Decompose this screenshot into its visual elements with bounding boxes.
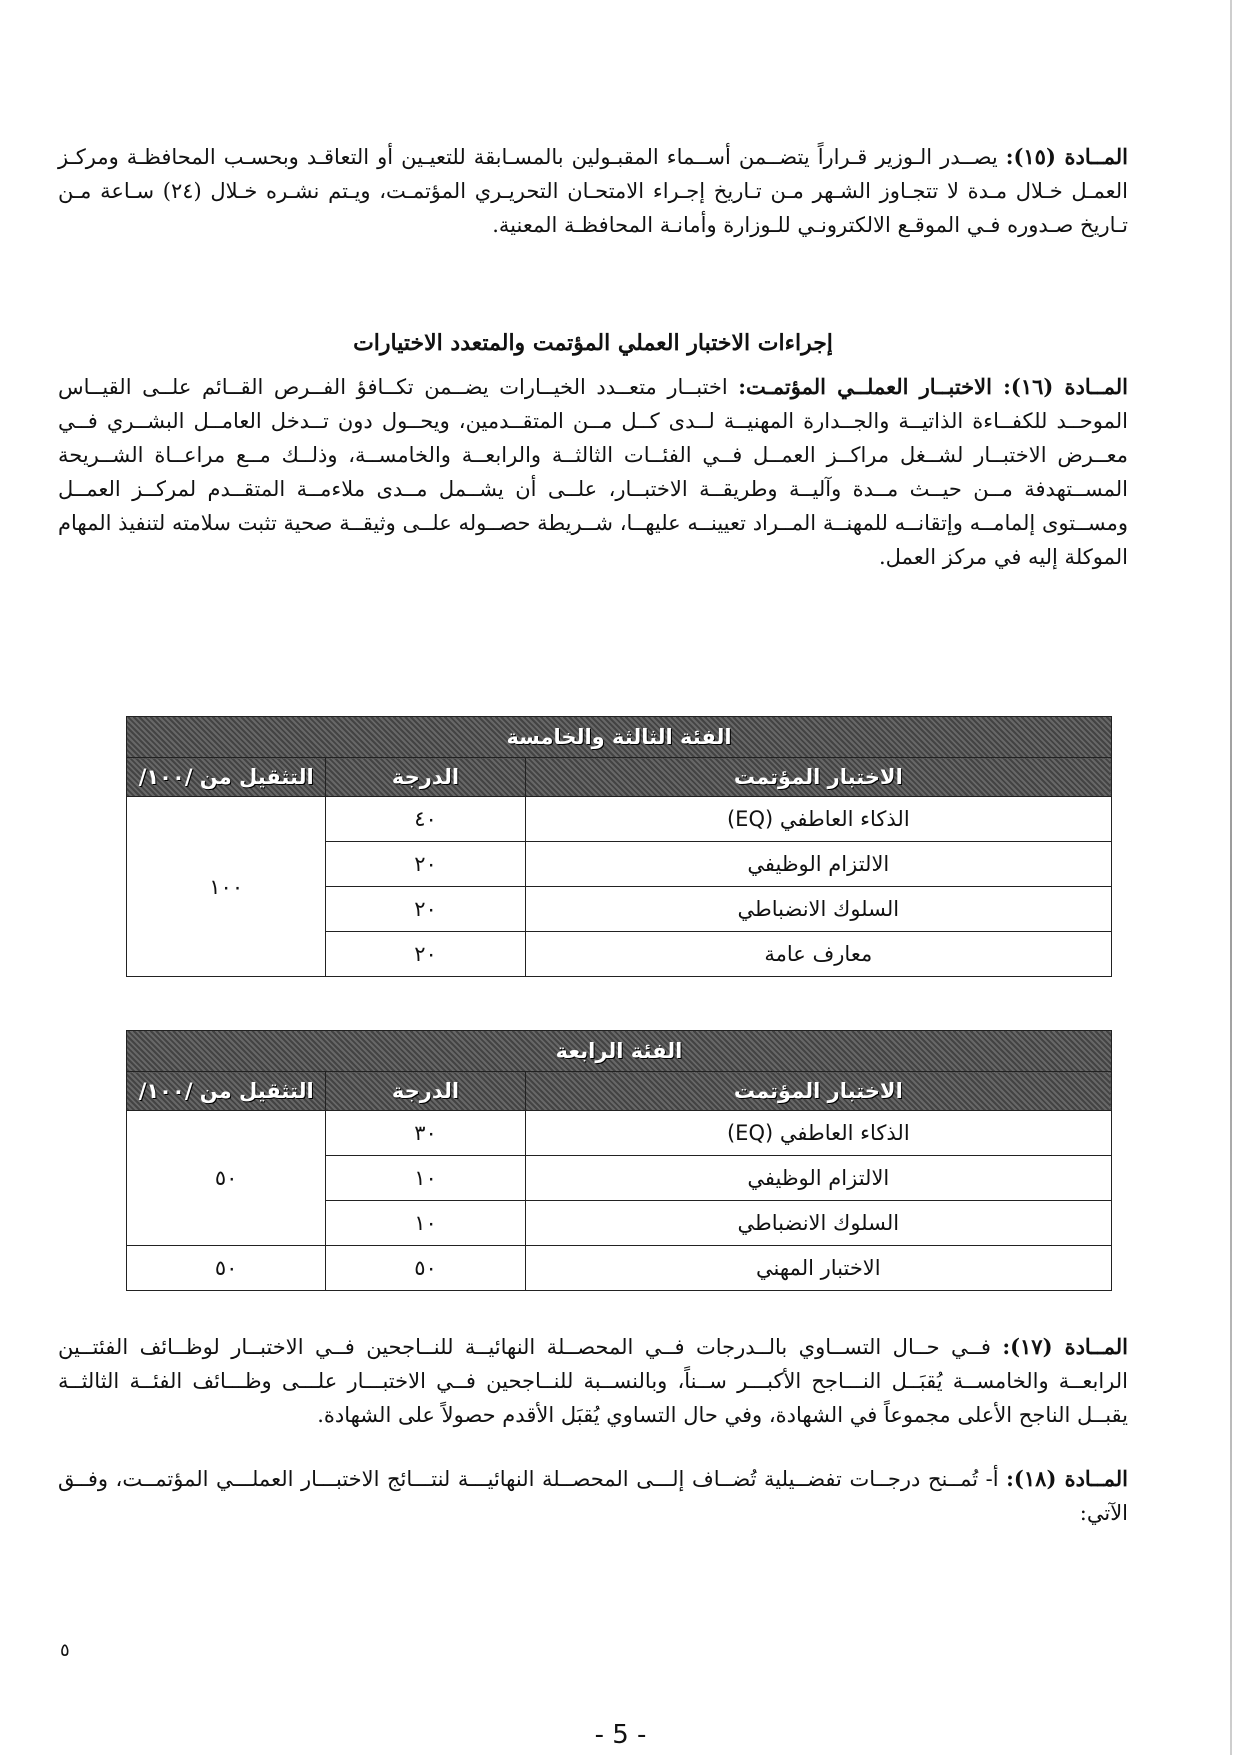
table-row xyxy=(127,797,1112,842)
table-1-grade: ٢٠ xyxy=(326,842,525,887)
table-2-header-test: الاختبار المؤتمت xyxy=(525,1072,1111,1111)
page-number-small: ٥ xyxy=(60,1640,70,1661)
article-15-heading: المــادة (١٥): xyxy=(1005,144,1128,169)
table-2-grade: ٥٠ xyxy=(326,1246,525,1291)
article-17-text: فــي حــال التســاوي بالــدرجات فــي المحصــلة النهائيــة للنــاجحين فــي الاختبــار لوظــائف الفئتــين الرابعــة والخامســة يُقبَــل النـــاجح الأكبـــر ســناً، وبالنســبة للنــاجحين فــي الاختبـــار علـــى وظـــائف الفئــة الثالثــة يقبــل الناجح الأعلى مجموعاً في الشهادة، وفي حال التساوي يُقبَل الأقدم حصولاً على الشهادة. xyxy=(58,1335,1128,1427)
table-1-grade: ٢٠ xyxy=(326,932,525,977)
article-15-text: يصــدر الـوزير قـراراً يتضــمن أســماء المقبـولين بالمسـابقة للتعيـين أو التعاقـد وبحسـب المحافظـة ومركـز العمـل خـلال مـدة لا تتجـاوز الشـهر مـن تـاريخ إجـراء الامتحـان التحريـري المؤتمـت، ويـتم نشـره خـلال (٢٤) سـاعة مـن تـاريخ صـدوره فـي الموقـع الالكترونـي للـوزارة وأمانـة المحافظـة المعنية. xyxy=(58,145,1128,237)
table-2-total: ٥٠ xyxy=(127,1246,326,1291)
article-16 xyxy=(58,338,1128,574)
table-1-header-grade: الدرجة xyxy=(326,758,525,797)
article-17-heading: المــادة (١٧): xyxy=(1002,1334,1128,1359)
table-2-grade: ١٠ xyxy=(326,1201,525,1246)
table-2-test: الذكاء العاطفي (EQ) xyxy=(525,1111,1111,1156)
article-17 xyxy=(58,1330,1128,1432)
article-18-heading: المــادة (١٨): xyxy=(1006,1466,1128,1491)
table-2-test: الاختبار المهني xyxy=(525,1246,1111,1291)
table-1-header-test: الاختبار المؤتمت xyxy=(525,758,1111,797)
grade-table-third-fifth xyxy=(126,716,1112,977)
page-edge-line xyxy=(1230,0,1232,1755)
table-row xyxy=(127,1246,1112,1291)
table-2-header-grade: الدرجة xyxy=(326,1072,525,1111)
table-row xyxy=(127,1111,1112,1156)
section-title: إجراءات الاختبار العملي المؤتمت والمتعدد الاختيارات xyxy=(353,330,833,356)
table-2-band: الفئة الرابعة xyxy=(127,1031,1112,1072)
table-2-header-total: التثقيل من /١٠٠/ xyxy=(127,1072,326,1111)
table-1-test: معارف عامة xyxy=(525,932,1111,977)
table-1-test: السلوك الانضباطي xyxy=(525,887,1111,932)
table-2-grade: ٣٠ xyxy=(326,1111,525,1156)
article-18-text: أ- تُمــنح درجــات تفضــيلية تُضــاف إلـــى المحصــلة النهائيـــة لنتـــائج الاختبـــار العملـــي المؤتمــت، وفــق الآتي: xyxy=(58,1467,1128,1525)
table-2-test: الالتزام الوظيفي xyxy=(525,1156,1111,1201)
table-2-total: ٥٠ xyxy=(127,1111,326,1246)
table-2-test: السلوك الانضباطي xyxy=(525,1201,1111,1246)
article-16-heading: المــادة (١٦): الاختبــار العملــي المؤتمـت: xyxy=(738,374,1128,399)
grade-table-fourth xyxy=(126,1030,1112,1291)
table-1-test: الذكاء العاطفي (EQ) xyxy=(525,797,1111,842)
article-15 xyxy=(58,140,1128,242)
table-1-grade: ٤٠ xyxy=(326,797,525,842)
table-2-grade: ١٠ xyxy=(326,1156,525,1201)
article-18 xyxy=(58,1462,1128,1530)
article-16-text: اختبــار متعــدد الخيــارات يضــمن تكــافؤ الفــرص القــائم علــى القيــاس الموحــد للكفــاءة الذاتيــة والجــدارة المهنيــة لــدى كــل مــن المتقــدمين، ويحــول دون تــدخل العامــل البشــري فــي معــرض الاختبــار لشــغل مراكــز العمــل فــي الفئــات الثالثــة والرابعــة والخامســة، وذلــك مــع مراعــاة الشــريحة المســتهدفة مــن حيــث مــدة وآليــة وطريقــة الاختبــار، علــى أن يشــمل مــدى ملاءمــة المتقــدم لمركــز العمــل ومســتوى إلمامــه وإتقانــه للمهنــة المــراد تعيينــه عليهــا، شــريطة حصــوله علــى وثيقــة صحية تثبت سلامته لتنفيذ المهام الموكلة إليه في مركز العمل. xyxy=(58,375,1128,569)
table-1-header-total: التثقيل من /١٠٠/ xyxy=(127,758,326,797)
table-1-grade: ٢٠ xyxy=(326,887,525,932)
table-1-test: الالتزام الوظيفي xyxy=(525,842,1111,887)
table-1-total: ١٠٠ xyxy=(127,797,326,977)
page-number-footer: - 5 - xyxy=(594,1720,647,1750)
table-1-band: الفئة الثالثة والخامسة xyxy=(127,717,1112,758)
